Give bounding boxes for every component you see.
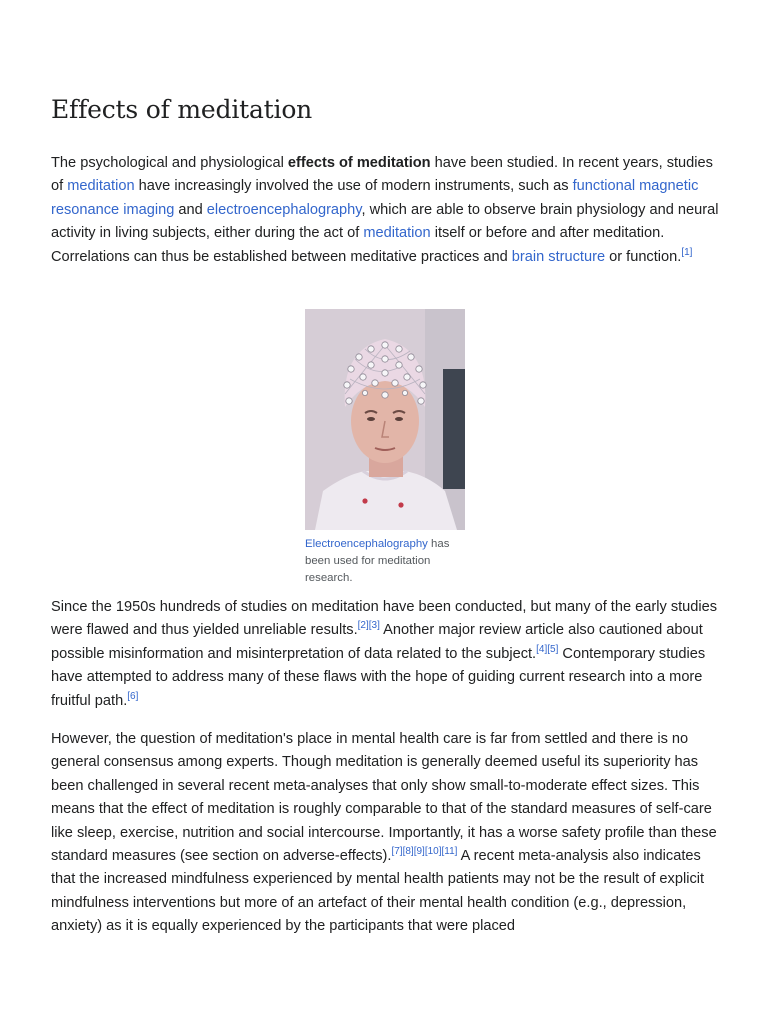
citation-ref[interactable]: [1] [681,246,693,258]
history-paragraph [51,596,719,713]
text-run: or function. [605,248,682,265]
text-run: and [174,201,207,218]
text-run: itself or before and after meditation. Correlations can thus be established between meditative practices and [51,225,665,265]
link-meditation-2[interactable]: meditation [363,225,431,242]
text-run: Another major review article also cautioned about possible misinformation and misinterpretation of data related to the subject. [51,622,703,662]
text-run: Contemporary studies have attempted to address many of these flaws with the hope of guiding current research into a more fruitful path. [51,645,706,709]
link-brain-structure[interactable]: brain structure [511,248,606,265]
caption-link-electroencephalography[interactable]: Electroencephalography [305,538,428,550]
eeg-cap-person-icon [305,309,465,530]
text-run: However, the question of meditation's place in mental health care is far from settled and there is no general consensus among experts. Though meditation is generally deemed useful its superiority has been challenged in several recent meta-analyses that only show small-to-moderate effect sizes. This means that the effect of meditation is roughly comparable to that of the standard measures of self-care like sleep, exercise, nutrition and social intercourse. Importantly, it has a worse safety profile than these standard measures (see section on adverse-effects). [51,731,717,865]
figure-caption [305,536,465,587]
citation-ref[interactable]: [4] [536,643,548,655]
link-meditation[interactable]: meditation [67,178,135,195]
citation-ref[interactable]: [10] [424,846,442,858]
bold-term: effects of meditation [287,155,431,171]
caption-text: has been used for meditation research. [305,538,450,584]
citation-ref[interactable]: [6] [127,690,139,702]
citation-ref[interactable]: [11] [441,846,458,858]
text-run: , which are able to observe brain physiology and neural activity in living subjects, either during the act of [51,201,719,242]
eeg-photo[interactable] [305,309,465,530]
link-electroencephalography[interactable]: electroencephalography [206,201,362,218]
citation-ref[interactable]: [8] [402,846,414,858]
citation-ref[interactable]: [5] [547,643,559,655]
text-run: have increasingly involved the use of modern instruments, such as [134,178,573,195]
citation-ref[interactable]: [2] [357,620,369,632]
consensus-paragraph [51,728,719,939]
link-fmri[interactable]: functional magnetic resonance imaging [51,178,699,218]
text-run: The psychological and physiological [51,155,288,171]
text-run: A recent meta-analysis also indicates that the increased mindfulness experienced by mental health patients may not be the result of explicit mindfulness interventions but more of an artefact of their mental health condition (e.g., depression, anxiety) as it is equally experienced by the participants that were placed [51,848,705,935]
text-run: Since the 1950s hundreds of studies on meditation have been conducted, but many of the early studies were flawed and thus yielded unreliable results. [51,599,718,639]
page-title: Effects of meditation [51,95,313,124]
citation-ref[interactable]: [7] [391,846,403,858]
figure-eeg [305,309,465,587]
intro-paragraph [51,152,719,269]
citation-ref[interactable]: [3] [368,620,380,632]
text-run: have been studied. In recent years, studies of [51,155,713,195]
citation-ref[interactable]: [9] [413,846,425,858]
